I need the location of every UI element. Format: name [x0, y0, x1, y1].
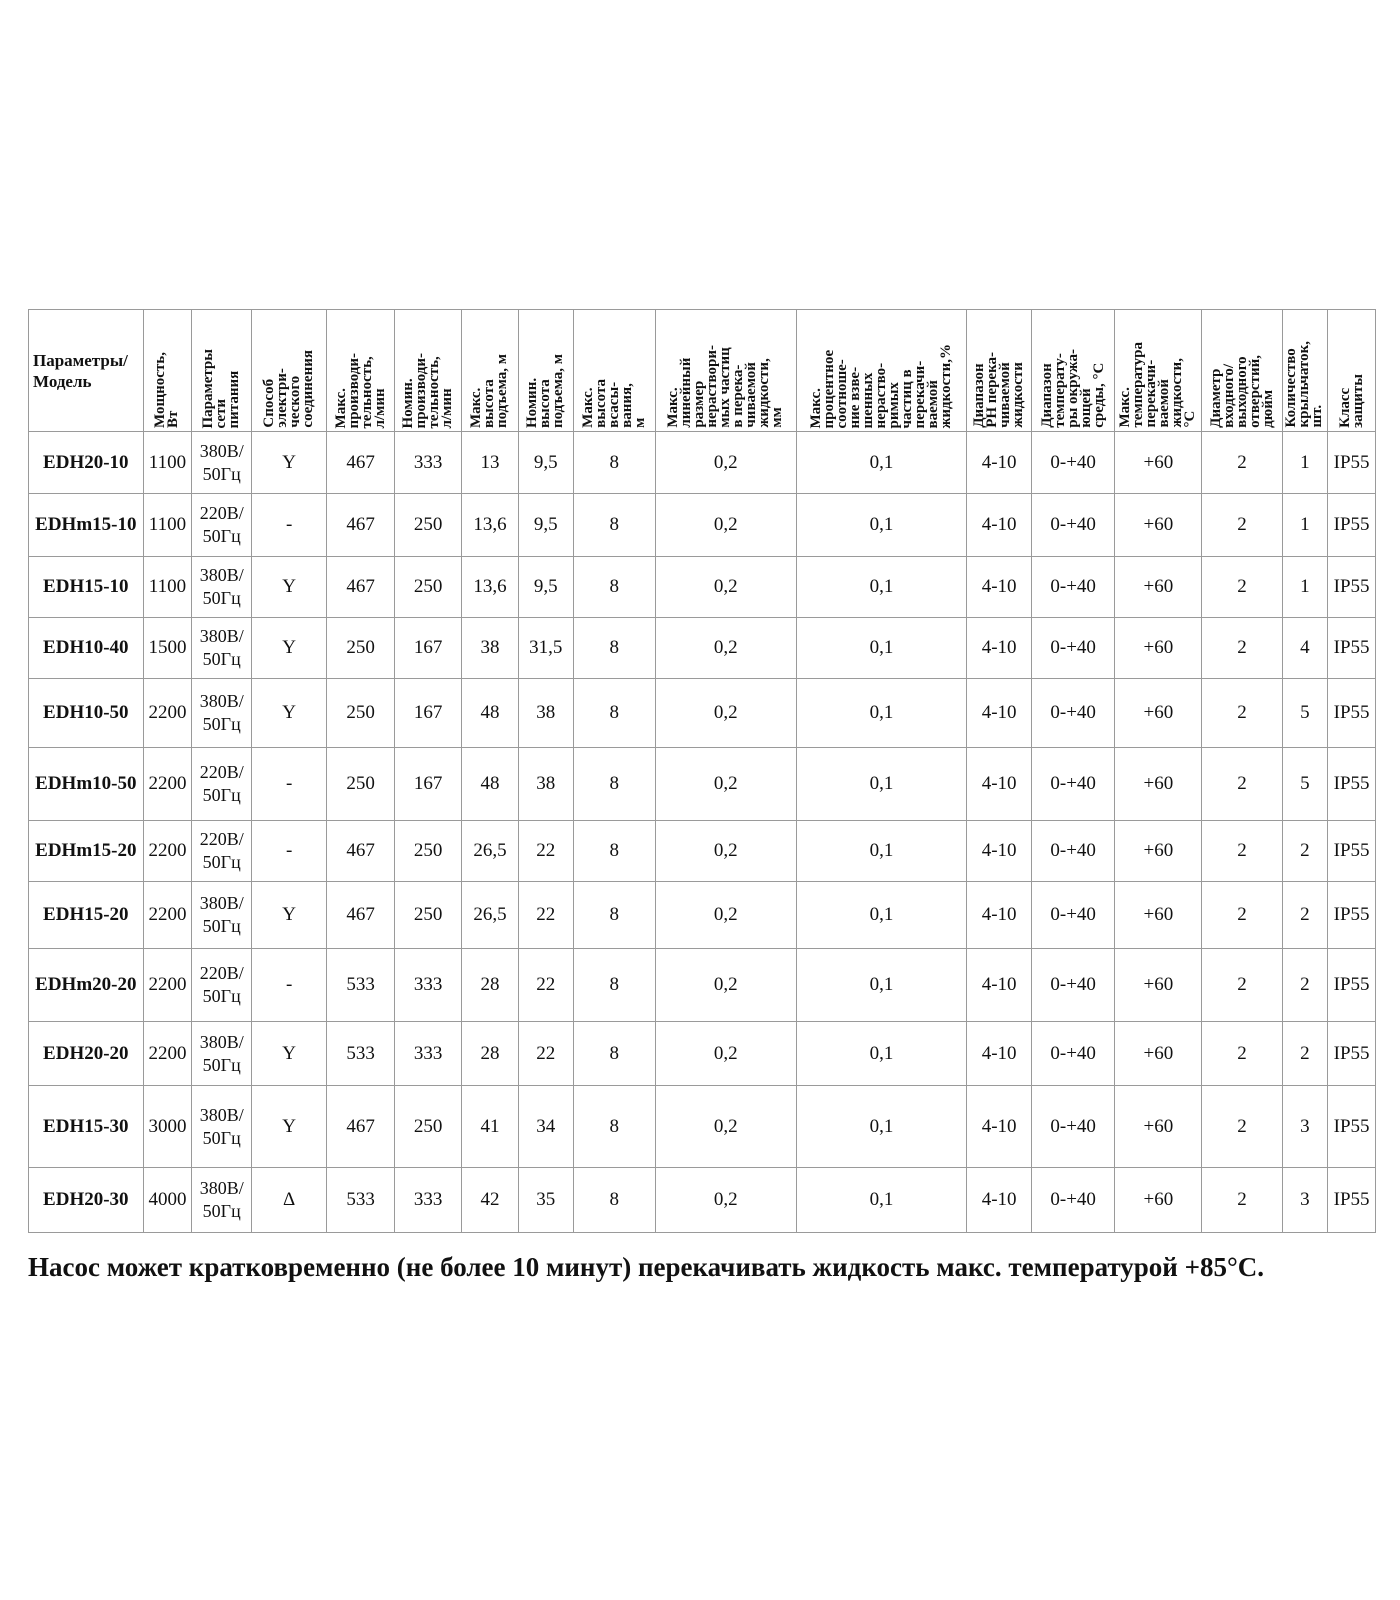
column-header-label: Класс защиты — [1336, 374, 1366, 428]
table-cell: 0,1 — [796, 821, 966, 882]
column-header — [1032, 310, 1115, 432]
table-cell: 8 — [573, 748, 655, 821]
table-cell: 8 — [573, 618, 655, 679]
table-cell: 0,1 — [796, 882, 966, 949]
table-cell: 467 — [327, 1086, 395, 1168]
table-cell: 333 — [395, 1168, 462, 1233]
table-cell: 0,1 — [796, 1168, 966, 1233]
table-cell: IP55 — [1328, 494, 1376, 557]
table-cell: 250 — [327, 618, 395, 679]
table-cell: 0-+40 — [1032, 494, 1115, 557]
table-cell: 0,2 — [655, 882, 796, 949]
table-cell: 250 — [395, 821, 462, 882]
table-cell: 38 — [518, 679, 573, 748]
table-cell: 4-10 — [967, 432, 1032, 494]
table-cell: Y — [252, 432, 327, 494]
table-cell: 2 — [1202, 949, 1282, 1022]
table-cell: 4-10 — [967, 1022, 1032, 1086]
table-cell: Y — [252, 882, 327, 949]
table-cell: +60 — [1115, 1022, 1202, 1086]
table-cell: 38 — [518, 748, 573, 821]
table-cell: 467 — [327, 494, 395, 557]
table-cell: Y — [252, 679, 327, 748]
table-cell: 167 — [395, 679, 462, 748]
table-cell: 220В/ 50Гц — [192, 748, 252, 821]
table-cell: 0-+40 — [1032, 882, 1115, 949]
column-header-label: Диапазон PH перека- чиваемой жидкости — [971, 352, 1027, 428]
table-row — [29, 1086, 1376, 1168]
table-cell: 26,5 — [462, 821, 519, 882]
table-cell: 1500 — [143, 618, 192, 679]
table-cell: 250 — [327, 679, 395, 748]
table-cell: 0,1 — [796, 432, 966, 494]
column-header — [327, 310, 395, 432]
table-cell: 220В/ 50Гц — [192, 821, 252, 882]
table-cell: 533 — [327, 949, 395, 1022]
table-cell: 48 — [462, 748, 519, 821]
table-cell: 28 — [462, 949, 519, 1022]
table-cell: 2 — [1202, 557, 1282, 618]
table-cell: - — [252, 494, 327, 557]
table-cell: 4-10 — [967, 618, 1032, 679]
table-cell: 533 — [327, 1168, 395, 1233]
table-cell: +60 — [1115, 882, 1202, 949]
model-cell: EDHm10-50 — [29, 748, 144, 821]
column-header-label: Количество крыльчаток, шт. — [1283, 341, 1326, 428]
table-cell: 2 — [1282, 821, 1328, 882]
table-row — [29, 679, 1376, 748]
table-row — [29, 1168, 1376, 1233]
column-header-label: Номин. высота подъема, м — [524, 353, 567, 428]
model-cell: EDH20-10 — [29, 432, 144, 494]
table-cell: 0,1 — [796, 1086, 966, 1168]
column-header-label: Макс. производи- тельность, л/мин — [332, 352, 388, 428]
table-cell: 1100 — [143, 557, 192, 618]
table-cell: 2200 — [143, 882, 192, 949]
table-cell: 8 — [573, 432, 655, 494]
table-cell: 250 — [327, 748, 395, 821]
table-cell: Y — [252, 1086, 327, 1168]
table-cell: Δ — [252, 1168, 327, 1233]
table-cell: +60 — [1115, 557, 1202, 618]
table-cell: +60 — [1115, 748, 1202, 821]
table-cell: 3 — [1282, 1086, 1328, 1168]
column-header — [462, 310, 519, 432]
table-cell: 26,5 — [462, 882, 519, 949]
table-cell: +60 — [1115, 679, 1202, 748]
table-cell: IP55 — [1328, 679, 1376, 748]
table-cell: 2 — [1282, 949, 1328, 1022]
column-header — [192, 310, 252, 432]
table-cell: 0,1 — [796, 494, 966, 557]
table-cell: 8 — [573, 1086, 655, 1168]
table-cell: +60 — [1115, 1086, 1202, 1168]
table-cell: IP55 — [1328, 882, 1376, 949]
table-cell: Y — [252, 557, 327, 618]
table-cell: 2200 — [143, 821, 192, 882]
table-cell: IP55 — [1328, 748, 1376, 821]
table-cell: 2200 — [143, 949, 192, 1022]
table-cell: IP55 — [1328, 1022, 1376, 1086]
column-header — [518, 310, 573, 432]
table-cell: 0-+40 — [1032, 1086, 1115, 1168]
table-cell: 8 — [573, 557, 655, 618]
table-cell: 1 — [1282, 494, 1328, 557]
table-cell: 380В/ 50Гц — [192, 432, 252, 494]
column-header — [796, 310, 966, 432]
column-header — [655, 310, 796, 432]
table-cell: 8 — [573, 679, 655, 748]
table-cell: 22 — [518, 882, 573, 949]
table-cell: +60 — [1115, 494, 1202, 557]
table-cell: 13 — [462, 432, 519, 494]
table-cell: 0,2 — [655, 1022, 796, 1086]
table-cell: 250 — [395, 557, 462, 618]
column-header-label: Номин. производи- тельность, л/мин — [400, 352, 456, 428]
column-header-label: Макс. процентное соотноше- ние взве- шенных нераство- римых частиц в перекачи- ваемой жидкости,% — [807, 343, 954, 428]
table-cell: 48 — [462, 679, 519, 748]
table-cell: 380В/ 50Гц — [192, 882, 252, 949]
table-cell: 0-+40 — [1032, 1022, 1115, 1086]
column-header-label: Макс. высота подъема, м — [468, 353, 511, 428]
table-cell: 380В/ 50Гц — [192, 1022, 252, 1086]
column-header-label: Мощность, Вт — [152, 352, 182, 428]
table-cell: +60 — [1115, 618, 1202, 679]
table-cell: 167 — [395, 618, 462, 679]
table-cell: 2 — [1202, 432, 1282, 494]
table-cell: 467 — [327, 821, 395, 882]
table-cell: 467 — [327, 557, 395, 618]
model-cell: EDH20-20 — [29, 1022, 144, 1086]
table-cell: 9,5 — [518, 557, 573, 618]
table-cell: 4-10 — [967, 494, 1032, 557]
column-header-label: Параметры сети питания — [200, 348, 243, 428]
model-cell: EDHm20-20 — [29, 949, 144, 1022]
table-cell: 2 — [1282, 1022, 1328, 1086]
model-cell: EDH10-40 — [29, 618, 144, 679]
table-cell: 31,5 — [518, 618, 573, 679]
table-row — [29, 494, 1376, 557]
table-cell: 1100 — [143, 494, 192, 557]
table-cell: 22 — [518, 1022, 573, 1086]
table-cell: 333 — [395, 949, 462, 1022]
table-cell: 4-10 — [967, 1086, 1032, 1168]
table-cell: 0-+40 — [1032, 557, 1115, 618]
table-row — [29, 882, 1376, 949]
table-cell: IP55 — [1328, 949, 1376, 1022]
model-cell: EDH15-10 — [29, 557, 144, 618]
table-cell: - — [252, 949, 327, 1022]
table-cell: 0,1 — [796, 618, 966, 679]
table-cell: IP55 — [1328, 557, 1376, 618]
table-cell: 22 — [518, 821, 573, 882]
table-cell: Y — [252, 1022, 327, 1086]
table-cell: 9,5 — [518, 494, 573, 557]
table-cell: 333 — [395, 432, 462, 494]
table-cell: 0,1 — [796, 748, 966, 821]
table-cell: 42 — [462, 1168, 519, 1233]
table-cell: 8 — [573, 1022, 655, 1086]
table-cell: 2200 — [143, 1022, 192, 1086]
table-cell: 4-10 — [967, 748, 1032, 821]
table-cell: 5 — [1282, 748, 1328, 821]
table-cell: 4-10 — [967, 1168, 1032, 1233]
table-cell: 1 — [1282, 557, 1328, 618]
table-row — [29, 557, 1376, 618]
table-cell: 8 — [573, 821, 655, 882]
table-cell: - — [252, 821, 327, 882]
column-header-label: Диапазон температу- ры окружа- ющей среды, °С — [1038, 349, 1107, 428]
table-cell: 2 — [1202, 748, 1282, 821]
table-cell: 8 — [573, 949, 655, 1022]
table-cell: +60 — [1115, 949, 1202, 1022]
footnote: Насос может кратковременно (не более 10 минут) перекачивать жидкость макс. температурой +85°С. — [28, 1252, 1265, 1282]
table-cell: 0-+40 — [1032, 679, 1115, 748]
table-cell: 0,2 — [655, 557, 796, 618]
table-cell: IP55 — [1328, 1168, 1376, 1233]
column-header — [1328, 310, 1376, 432]
table-cell: 0,2 — [655, 748, 796, 821]
table-cell: 2 — [1202, 494, 1282, 557]
table-cell: +60 — [1115, 821, 1202, 882]
table-cell: 4-10 — [967, 821, 1032, 882]
table-cell: 0-+40 — [1032, 618, 1115, 679]
table-cell: 4000 — [143, 1168, 192, 1233]
table-cell: 0,2 — [655, 1168, 796, 1233]
table-cell: 0-+40 — [1032, 821, 1115, 882]
table-cell: 0-+40 — [1032, 1168, 1115, 1233]
column-header — [967, 310, 1032, 432]
table-cell: 2 — [1202, 679, 1282, 748]
table-cell: 9,5 — [518, 432, 573, 494]
table-row — [29, 748, 1376, 821]
table-cell: 0-+40 — [1032, 748, 1115, 821]
table-cell: +60 — [1115, 1168, 1202, 1233]
model-cell: EDH10-50 — [29, 679, 144, 748]
column-header-label: Макс. линейный размер нераствори- мых частиц в перека- чиваемой жидкости, мм — [665, 345, 786, 428]
table-cell: 35 — [518, 1168, 573, 1233]
table-cell: 220В/ 50Гц — [192, 949, 252, 1022]
table-cell: 2 — [1282, 882, 1328, 949]
table-cell: 167 — [395, 748, 462, 821]
table-cell: 8 — [573, 494, 655, 557]
table-cell: 0,2 — [655, 1086, 796, 1168]
table-cell: 250 — [395, 494, 462, 557]
table-cell: 28 — [462, 1022, 519, 1086]
table-cell: 1 — [1282, 432, 1328, 494]
column-header — [1202, 310, 1282, 432]
table-cell: Y — [252, 618, 327, 679]
table-cell: 22 — [518, 949, 573, 1022]
table-cell: 3 — [1282, 1168, 1328, 1233]
table-cell: 8 — [573, 1168, 655, 1233]
table-cell: 41 — [462, 1086, 519, 1168]
table-cell: 4-10 — [967, 679, 1032, 748]
table-cell: 2 — [1202, 1022, 1282, 1086]
table-cell: 2 — [1202, 821, 1282, 882]
table-cell: IP55 — [1328, 821, 1376, 882]
table-cell: 250 — [395, 882, 462, 949]
table-cell: 380В/ 50Гц — [192, 557, 252, 618]
table-cell: 0-+40 — [1032, 949, 1115, 1022]
column-header — [573, 310, 655, 432]
table-cell: 13,6 — [462, 494, 519, 557]
table-cell: 13,6 — [462, 557, 519, 618]
table-cell: 380В/ 50Гц — [192, 1168, 252, 1233]
table-cell: 0,2 — [655, 432, 796, 494]
table-cell: 333 — [395, 1022, 462, 1086]
table-cell: 4-10 — [967, 557, 1032, 618]
table-cell: 0,1 — [796, 1022, 966, 1086]
table-cell: 380В/ 50Гц — [192, 679, 252, 748]
column-header-label: Макс. температура перекачи- ваемой жидкости, °С — [1117, 342, 1199, 428]
column-header — [143, 310, 192, 432]
table-cell: 3000 — [143, 1086, 192, 1168]
table-cell: 1100 — [143, 432, 192, 494]
table-row — [29, 821, 1376, 882]
table-cell: 5 — [1282, 679, 1328, 748]
table-cell: 2 — [1202, 618, 1282, 679]
table-cell: 2 — [1202, 1168, 1282, 1233]
table-row — [29, 1022, 1376, 1086]
table-cell: 2 — [1202, 882, 1282, 949]
table-cell: 380В/ 50Гц — [192, 1086, 252, 1168]
table-cell: 2 — [1202, 1086, 1282, 1168]
table-cell: 0,2 — [655, 821, 796, 882]
table-cell: 0,2 — [655, 949, 796, 1022]
table-cell: 2200 — [143, 748, 192, 821]
column-header-label: Способ электри- ческого соединения — [261, 350, 317, 428]
table-cell: 250 — [395, 1086, 462, 1168]
table-cell: 0,1 — [796, 949, 966, 1022]
table-cell: 0,1 — [796, 679, 966, 748]
table-cell: 38 — [462, 618, 519, 679]
table-cell: IP55 — [1328, 1086, 1376, 1168]
column-header — [1282, 310, 1328, 432]
table-cell: 467 — [327, 882, 395, 949]
column-header — [252, 310, 327, 432]
table-cell: 8 — [573, 882, 655, 949]
model-cell: EDH15-30 — [29, 1086, 144, 1168]
table-cell: 380В/ 50Гц — [192, 618, 252, 679]
table-cell: 4-10 — [967, 949, 1032, 1022]
table-row — [29, 949, 1376, 1022]
table-header-row — [29, 310, 1376, 432]
table-cell: 0,2 — [655, 618, 796, 679]
table-cell: - — [252, 748, 327, 821]
model-cell: EDH15-20 — [29, 882, 144, 949]
table-cell: IP55 — [1328, 432, 1376, 494]
model-cell: EDHm15-10 — [29, 494, 144, 557]
table-row — [29, 432, 1376, 494]
column-header-label: Диаметр входного/ выходного отверстий, дюйм — [1207, 355, 1276, 428]
table-cell: 0,2 — [655, 494, 796, 557]
table-cell: 0-+40 — [1032, 432, 1115, 494]
table-cell: 4-10 — [967, 882, 1032, 949]
pump-spec-table — [28, 309, 1376, 1233]
column-header-label: Макс. высота всасы- вания, м — [579, 379, 648, 428]
column-header — [395, 310, 462, 432]
column-header — [1115, 310, 1202, 432]
table-cell: 34 — [518, 1086, 573, 1168]
table-cell: 0,2 — [655, 679, 796, 748]
table-cell: +60 — [1115, 432, 1202, 494]
table-cell: 533 — [327, 1022, 395, 1086]
header-model: Параметры/ Модель — [29, 310, 144, 432]
model-cell: EDHm15-20 — [29, 821, 144, 882]
table-cell: 220В/ 50Гц — [192, 494, 252, 557]
table-cell: 467 — [327, 432, 395, 494]
table-cell: 2200 — [143, 679, 192, 748]
table-row — [29, 618, 1376, 679]
table-cell: IP55 — [1328, 618, 1376, 679]
table-cell: 4 — [1282, 618, 1328, 679]
table-cell: 0,1 — [796, 557, 966, 618]
model-cell: EDH20-30 — [29, 1168, 144, 1233]
